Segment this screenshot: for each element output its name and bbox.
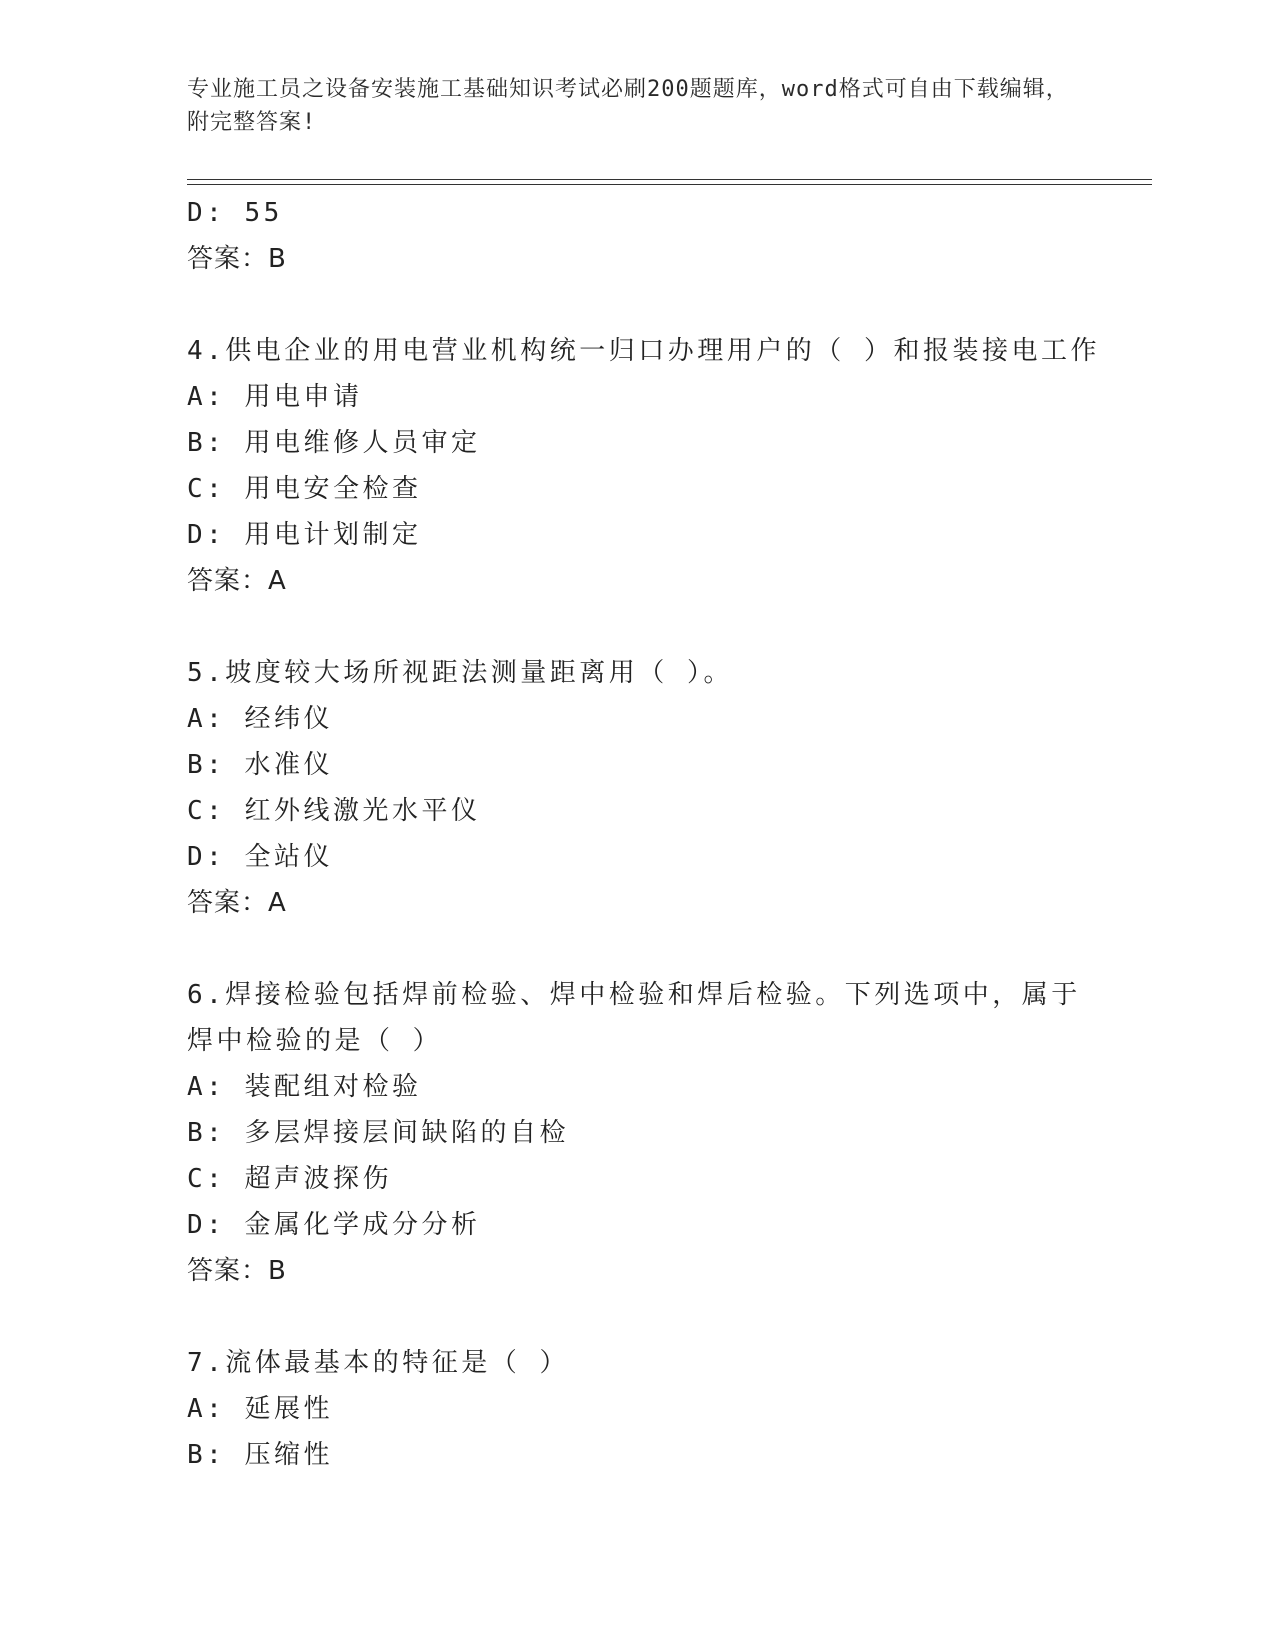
option-c (187, 1156, 1087, 1202)
option-c (187, 466, 1087, 512)
option-d (187, 834, 1087, 880)
option-label: D: (187, 842, 226, 872)
option-label: C: (187, 796, 226, 826)
option-c (187, 788, 1087, 834)
option-a (187, 1386, 1087, 1432)
option-text: 用电申请 (244, 382, 363, 412)
option-label: A: (187, 704, 226, 734)
option-label: B: (187, 428, 226, 458)
option-label: B: (187, 1440, 226, 1470)
answer: 答案：A (187, 888, 287, 918)
option-label: D: (187, 1210, 226, 1240)
option-text: 红外线激光水平仪 (244, 796, 481, 826)
question-4 (187, 328, 1100, 604)
header-divider-top (187, 179, 1152, 180)
question-list (187, 190, 1100, 1478)
option-label: D: (187, 198, 226, 228)
option-a (187, 374, 1087, 420)
question-text: 4.供电企业的用电营业机构统一归口办理用户的（ ）和报装接电工作 (187, 336, 1100, 366)
answer: 答案：A (187, 566, 287, 596)
spacer (187, 926, 1087, 972)
option-label: D: (187, 520, 226, 550)
header-title: 专业施工员之设备安装施工基础知识考试必刷200题题库，word格式可自由下载编辑，附完整答案! (187, 77, 1069, 135)
question-text: 5.坡度较大场所视距法测量距离用（ ）。 (187, 658, 733, 688)
option-text: 用电维修人员审定 (244, 428, 481, 458)
option-text: 超声波探伤 (244, 1164, 392, 1194)
option-d (187, 190, 1087, 236)
question-text: 6.焊接检验包括焊前检验、焊中检验和焊后检验。下列选项中，属于 (187, 980, 1081, 1010)
option-text: 用电安全检查 (244, 474, 422, 504)
question-7 (187, 1340, 1087, 1478)
document-header (187, 73, 1087, 139)
spacer (187, 1294, 1087, 1340)
option-label: A: (187, 1394, 226, 1424)
option-text: 经纬仪 (244, 704, 333, 734)
option-text: 装配组对检验 (244, 1072, 422, 1102)
option-text: 55 (244, 198, 283, 228)
spacer (187, 282, 1087, 328)
option-text: 用电计划制定 (244, 520, 422, 550)
option-label: A: (187, 1072, 226, 1102)
option-text: 金属化学成分分析 (244, 1210, 481, 1240)
option-d (187, 512, 1087, 558)
answer: 答案：B (187, 1256, 287, 1286)
option-d (187, 1202, 1087, 1248)
option-text: 多层焊接层间缺陷的自检 (244, 1118, 569, 1148)
question-text: 7.流体最基本的特征是（ ） (187, 1348, 569, 1378)
option-b (187, 1110, 1087, 1156)
option-text: 水准仪 (244, 750, 333, 780)
option-label: B: (187, 750, 226, 780)
answer: 答案：B (187, 244, 287, 274)
option-text: 压缩性 (244, 1440, 333, 1470)
option-label: C: (187, 474, 226, 504)
option-label: C: (187, 1164, 226, 1194)
question-3-tail (187, 190, 1087, 282)
question-text-continued: 焊中检验的是（ ） (187, 1026, 443, 1056)
option-text: 全站仪 (244, 842, 333, 872)
option-label: A: (187, 382, 226, 412)
option-a (187, 1064, 1087, 1110)
question-6 (187, 972, 1087, 1294)
option-b (187, 1432, 1087, 1478)
option-b (187, 742, 1087, 788)
header-divider-bottom (187, 184, 1152, 185)
question-5 (187, 650, 1087, 926)
option-b (187, 420, 1087, 466)
spacer (187, 604, 1087, 650)
option-text: 延展性 (244, 1394, 333, 1424)
option-label: B: (187, 1118, 226, 1148)
option-a (187, 696, 1087, 742)
